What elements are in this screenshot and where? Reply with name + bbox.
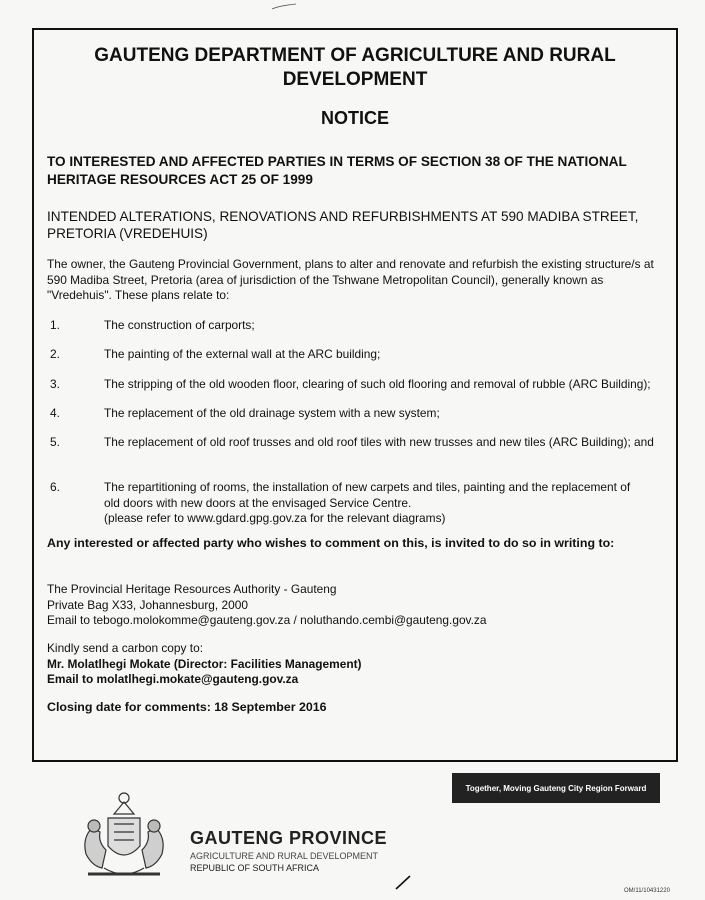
logo-subtitle: AGRICULTURE AND RURAL DEVELOPMENT [190,851,379,861]
invite-text: Any interested or affected party who wishes to comment on this, is invited to do so in writing to: [47,536,615,550]
item-text: The stripping of the old wooden floor, clearing of such old flooring and removal of rubble (ARC Building); [104,377,651,391]
cc-contact: Mr. Molatlhegi Mokate (Director: Facilities Management) [47,656,362,671]
carbon-copy-block [47,641,362,688]
cc-email: Email to molatlhegi.mokate@gauteng.gov.za [47,672,299,686]
pen-mark [394,874,412,890]
item-text: The painting of the external wall at the ARC building; [104,347,381,361]
cc-intro: Kindly send a carbon copy to: [47,641,203,655]
item-number: 3. [50,377,60,391]
scan-mark [271,3,297,11]
logo-title: GAUTENG PROVINCE [190,828,388,848]
address-line: The Provincial Heritage Resources Authority - Gauteng [47,582,337,596]
to-parties-heading: TO INTERESTED AND AFFECTED PARTIES IN TERMS OF SECTION 38 OF THE NATIONAL HERITAGE RESOURCES ACT 25 OF 1999 [47,154,627,187]
item-number: 5. [50,435,60,449]
item-text: The replacement of the old drainage system with a new system; [104,406,440,420]
notice-box [32,28,678,762]
slogan-banner: Together, Moving Gauteng City Region Forward [452,773,660,803]
item-number: 4. [50,406,60,420]
item-text-block [104,480,674,527]
item-text: The repartitioning of rooms, the installation of new carpets and tiles, painting and the replacement of old doors with new doors at the envisaged Service Centre. [104,480,631,510]
address-line: Private Bag X33, Johannesburg, 2000 [47,597,248,612]
logo-country: REPUBLIC OF SOUTH AFRICA [190,863,320,873]
item-number: 1. [50,318,60,332]
department-heading: GAUTENG DEPARTMENT OF AGRICULTURE AND RURAL DEVELOPMENT [94,45,616,90]
item-number: 2. [50,347,60,361]
email-line: Email to tebogo.molokomme@gauteng.gov.za / noluthando.cembi@gauteng.gov.za [47,613,487,627]
item-note: (please refer to www.gdard.gpg.gov.za for the relevant diagrams) [104,511,446,525]
address-block [47,582,486,629]
item-text: The construction of carports; [104,318,255,332]
closing-date: Closing date for comments: 18 September 2016 [47,700,327,714]
intro-paragraph: The owner, the Gauteng Provincial Government, plans to alter and renovate and refurbish the existing structure/s at 590 Madiba Street, Pretoria (area of jurisdiction of the Tshwane Metropolitan Council), generally known as "Vredehuis". These plans relate to: [47,257,654,302]
subject-line: INTENDED ALTERATIONS, RENOVATIONS AND REFURBISHMENTS AT 590 MADIBA STREET, PRETORIA (VREDEHUIS) [47,209,639,241]
coat-of-arms-icon [68,788,180,884]
document-reference: OM/11/10431220 [624,888,670,894]
item-text: The replacement of old roof trusses and old roof tiles with new trusses and new tiles (ARC Building); and [104,435,654,449]
item-number: 6. [50,480,60,494]
province-logo [190,828,387,873]
notice-title: NOTICE [320,108,389,128]
